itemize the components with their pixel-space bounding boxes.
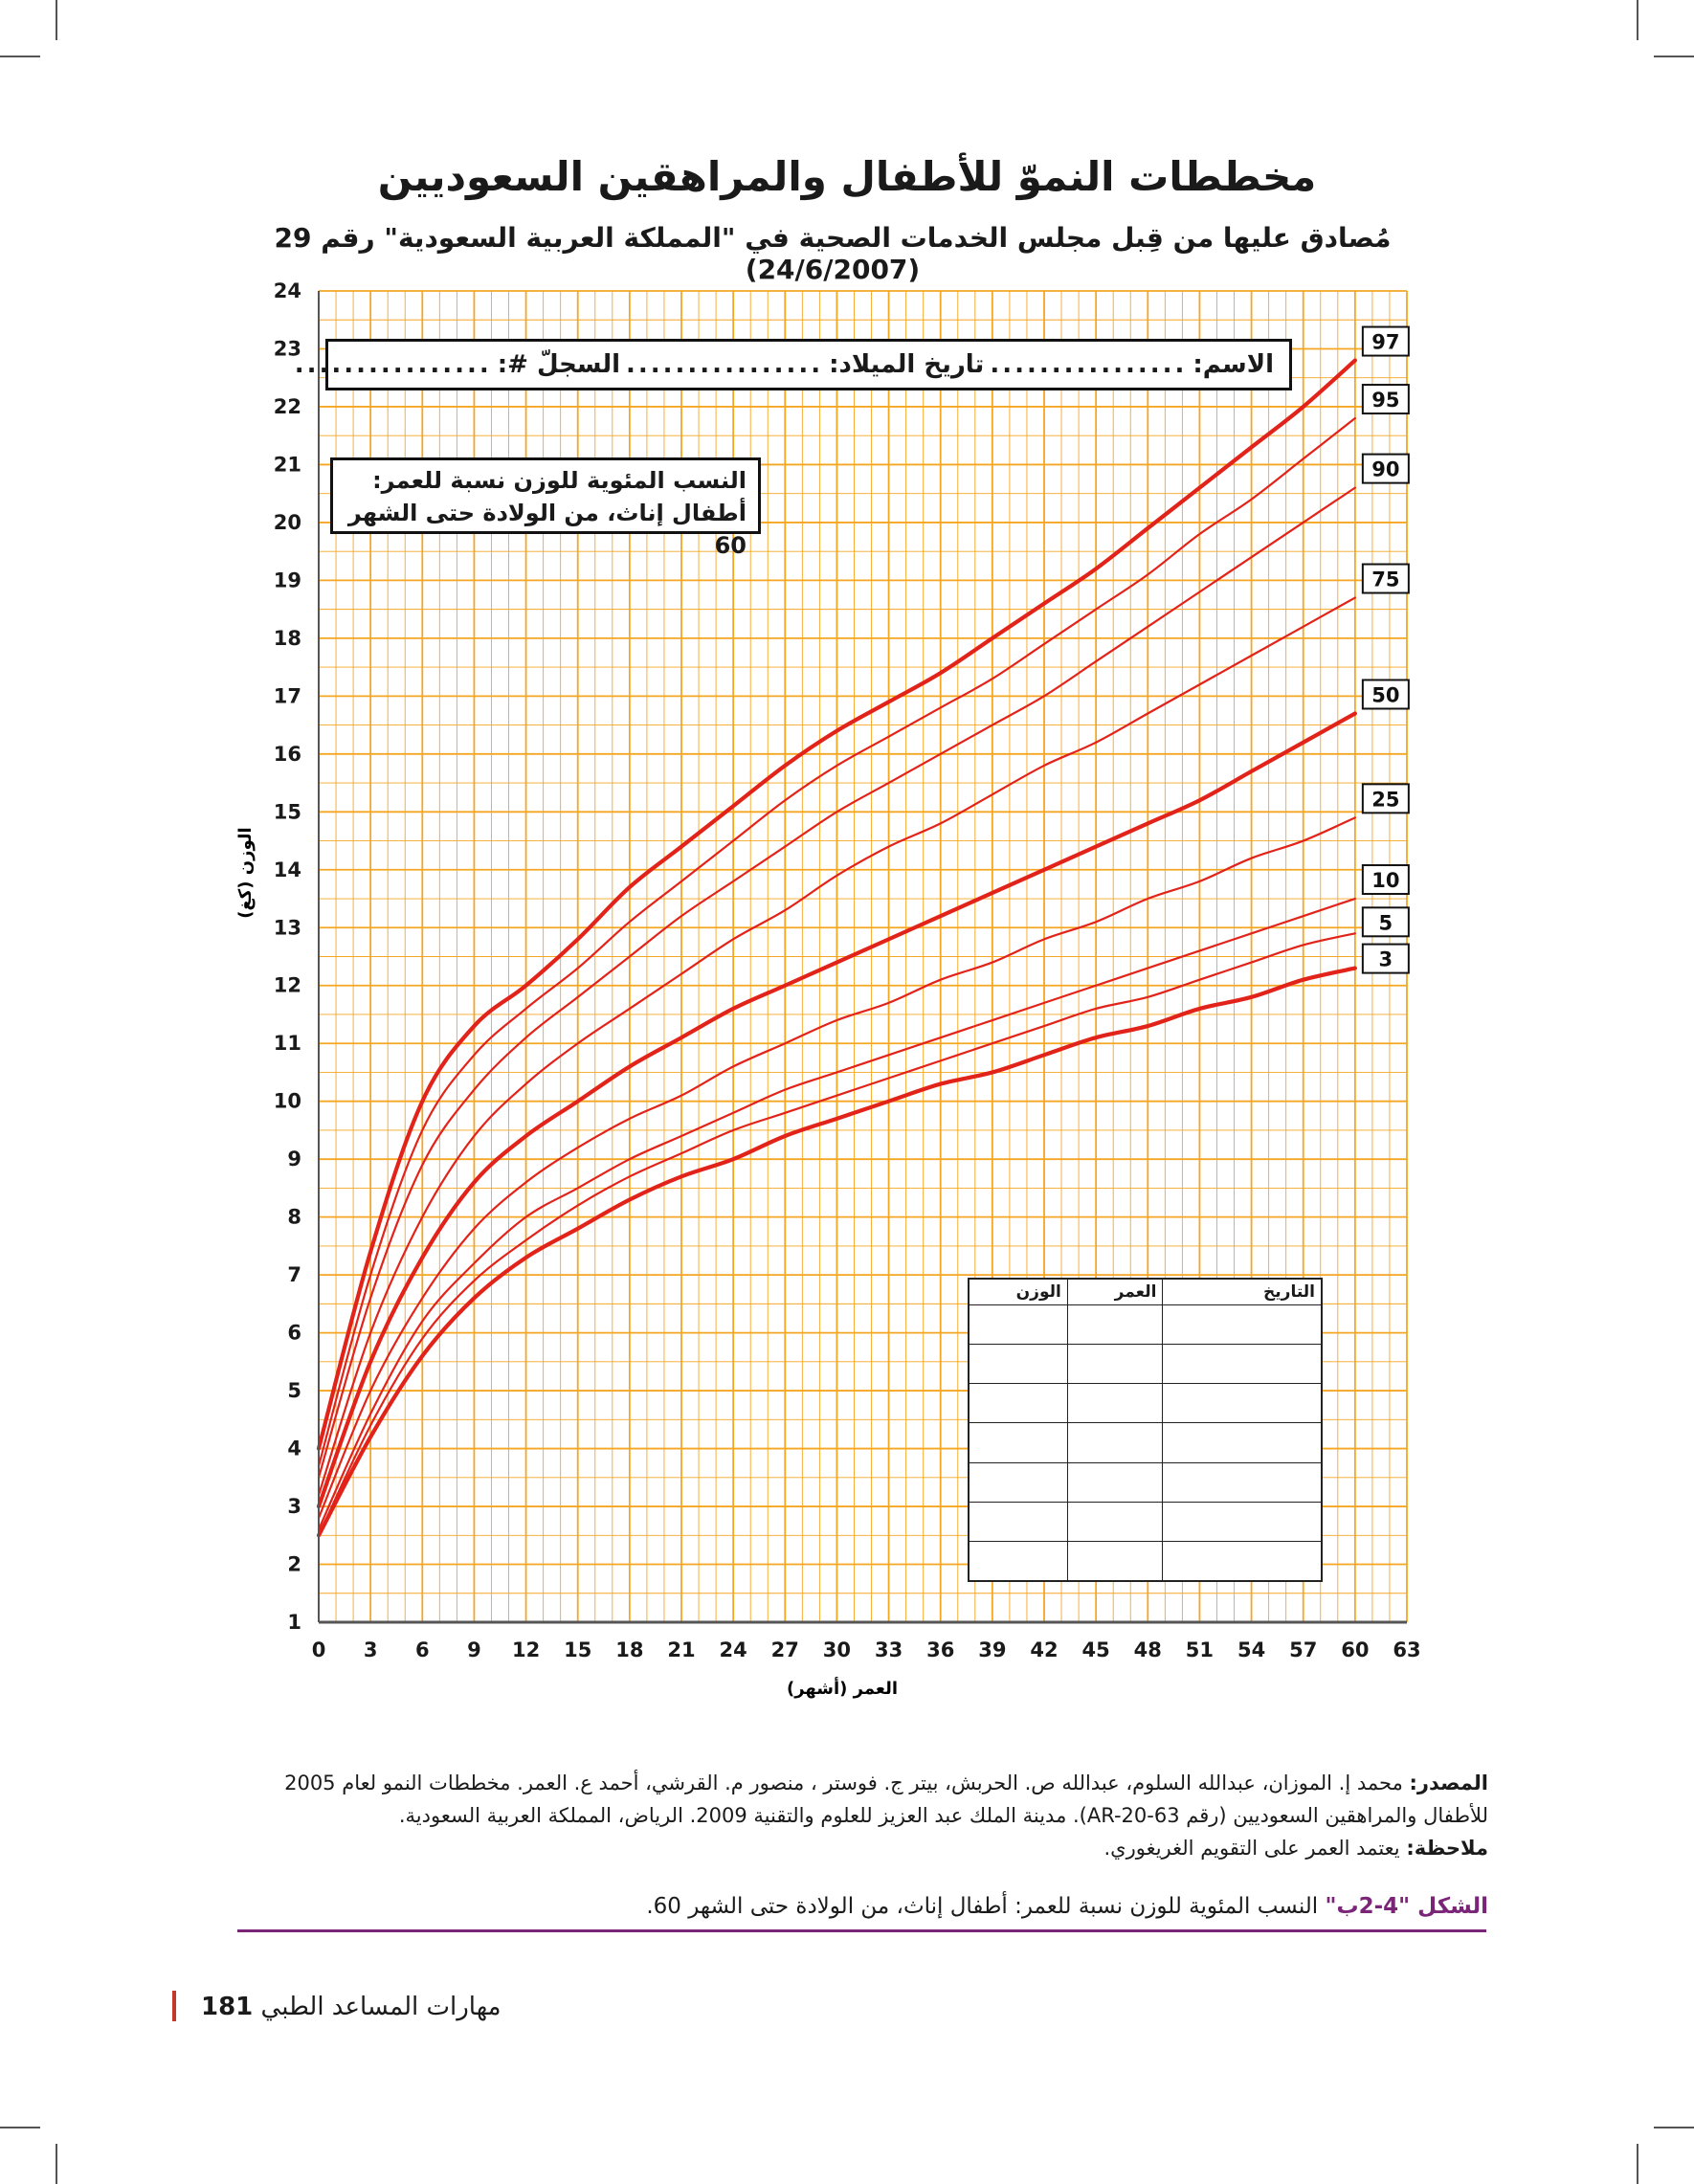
table-header-age: العمر <box>1067 1279 1163 1305</box>
book-title: مهارات المساعد الطبي <box>260 1993 502 2021</box>
remark-note <box>239 1832 1488 1864</box>
patient-info-box <box>294 339 1292 390</box>
x-tick-label: 6 <box>414 1638 430 1661</box>
x-tick-label: 21 <box>667 1638 696 1661</box>
x-tick-label: 45 <box>1081 1638 1110 1661</box>
page-footer <box>201 1993 502 2021</box>
y-tick-label: 14 <box>273 858 301 881</box>
table-cell[interactable] <box>1163 1423 1322 1462</box>
y-tick-label: 22 <box>273 394 301 418</box>
crop-mark <box>1654 2127 1694 2128</box>
x-tick-label: 3 <box>363 1638 378 1661</box>
dob-label: تاريخ الميلاد: <box>829 350 985 379</box>
table-cell[interactable] <box>1067 1423 1163 1462</box>
x-tick-label: 36 <box>926 1638 955 1661</box>
name-label: الاسم: <box>1192 350 1274 379</box>
table-cell[interactable] <box>1067 1541 1163 1581</box>
x-tick-label: 33 <box>874 1638 903 1661</box>
x-tick-label: 12 <box>511 1638 541 1661</box>
x-tick-label: 27 <box>770 1638 799 1661</box>
page-number: 181 <box>201 1993 254 2021</box>
y-tick-label: 3 <box>287 1495 301 1519</box>
percentile-label: 90 <box>1371 457 1400 481</box>
dob-field[interactable]: ................ <box>626 350 824 379</box>
measurement-table <box>968 1278 1323 1582</box>
y-tick-label: 21 <box>273 453 301 477</box>
y-tick-label: 8 <box>287 1205 301 1229</box>
table-cell[interactable] <box>1067 1502 1163 1541</box>
chart-legend-box <box>330 457 761 559</box>
table-row <box>969 1502 1322 1541</box>
table-row <box>969 1345 1322 1384</box>
page-title: مخططات النموّ للأطفال والمراهقين السعوديين <box>377 153 1317 200</box>
x-tick-label: 24 <box>719 1638 747 1661</box>
table-cell[interactable] <box>1067 1384 1163 1423</box>
record-field[interactable]: ................ <box>294 350 492 379</box>
y-tick-label: 11 <box>273 1032 301 1056</box>
x-tick-label: 30 <box>822 1638 852 1661</box>
record-label: السجلّ #: <box>497 350 621 379</box>
table-cell[interactable] <box>969 1502 1067 1541</box>
y-tick-label: 5 <box>287 1379 301 1403</box>
table-row <box>969 1305 1322 1345</box>
table-cell[interactable] <box>1067 1462 1163 1502</box>
table-cell[interactable] <box>969 1305 1067 1345</box>
note-label: ملاحظة: <box>1406 1837 1488 1860</box>
table-row <box>969 1462 1322 1502</box>
x-tick-label: 54 <box>1237 1638 1266 1661</box>
y-tick-label: 1 <box>287 1611 301 1634</box>
y-tick-label: 4 <box>287 1437 301 1460</box>
percentile-label: 5 <box>1378 911 1393 935</box>
y-tick-label: 15 <box>273 800 301 824</box>
y-tick-label: 10 <box>273 1089 301 1113</box>
y-tick-label: 20 <box>273 510 301 534</box>
x-tick-label: 9 <box>467 1638 481 1661</box>
percentile-label: 95 <box>1371 389 1400 412</box>
table-header-date: التاريخ <box>1163 1279 1322 1305</box>
table-cell[interactable] <box>1163 1502 1322 1541</box>
x-tick-label: 51 <box>1185 1638 1215 1661</box>
table-cell[interactable] <box>1067 1305 1163 1345</box>
table-cell[interactable] <box>969 1541 1067 1581</box>
caption-text: النسب المئوية للوزن نسبة للعمر: أطفال إناث، من الولادة حتى الشهر 60. <box>646 1894 1319 1919</box>
legend-line-1: النسب المئوية للوزن نسبة للعمر: <box>372 467 747 494</box>
x-tick-label: 48 <box>1133 1638 1162 1661</box>
x-tick-label: 60 <box>1341 1638 1370 1661</box>
x-tick-label: 63 <box>1393 1638 1421 1661</box>
percentile-label: 10 <box>1371 869 1400 893</box>
y-tick-label: 2 <box>287 1552 301 1576</box>
y-tick-label: 9 <box>287 1148 301 1171</box>
x-tick-label: 39 <box>978 1638 1007 1661</box>
y-tick-label: 18 <box>273 626 301 650</box>
crop-mark <box>56 2144 57 2184</box>
table-row <box>969 1384 1322 1423</box>
table-cell[interactable] <box>1163 1345 1322 1384</box>
table-cell[interactable] <box>1163 1305 1322 1345</box>
x-tick-label: 0 <box>311 1638 326 1661</box>
table-cell[interactable] <box>1163 1541 1322 1581</box>
name-field[interactable]: ................ <box>990 350 1188 379</box>
y-tick-label: 17 <box>273 684 301 708</box>
legend-line-2: أطفال إناث، من الولادة حتى الشهر 60 <box>347 500 747 559</box>
y-tick-label: 23 <box>273 337 301 361</box>
table-cell[interactable] <box>969 1423 1067 1462</box>
y-tick-label: 7 <box>287 1263 301 1287</box>
x-tick-label: 57 <box>1289 1638 1318 1661</box>
crop-mark <box>1637 2144 1638 2184</box>
caption-divider <box>237 1929 1486 1932</box>
source-text: محمد إ. الموزان، عبدالله السلوم، عبدالله ص. الحربش، بيتر ج. فوستر ، منصور م. القرشي، أحمد ع. العمر. مخططات النمو لعام 2005 للأطفال والمراهقين السعوديين (رقم AR-20-63). مدينة الملك عبد العزيز للعلوم والتقنية 2009. الرياض، المملكة العربية السعودية. <box>284 1772 1488 1827</box>
y-axis-title: الوزن (كغ) <box>235 827 256 919</box>
table-cell[interactable] <box>1163 1462 1322 1502</box>
source-label: المصدر: <box>1409 1772 1488 1794</box>
x-tick-label: 18 <box>615 1638 644 1661</box>
table-cell[interactable] <box>969 1384 1067 1423</box>
note-text: يعتمد العمر على التقويم الغريغوري. <box>1103 1837 1400 1860</box>
figure-caption <box>239 1890 1488 1923</box>
y-tick-label: 24 <box>273 279 301 302</box>
table-cell[interactable] <box>969 1462 1067 1502</box>
y-tick-label: 13 <box>273 916 301 940</box>
y-tick-label: 19 <box>273 568 301 592</box>
table-cell[interactable] <box>1067 1345 1163 1384</box>
table-row <box>969 1541 1322 1581</box>
page-subtitle: مُصادق عليها من قِبل مجلس الخدمات الصحية في "المملكة العربية السعودية" رقم 29 (24/6/2007) <box>274 222 1392 285</box>
source-footer <box>239 1767 1488 1864</box>
caption-label: الشكل "4-2ب" <box>1325 1894 1488 1919</box>
x-tick-label: 15 <box>564 1638 592 1661</box>
percentile-label: 97 <box>1371 330 1400 354</box>
percentile-label: 50 <box>1371 683 1400 707</box>
table-cell[interactable] <box>1163 1384 1322 1423</box>
y-tick-label: 16 <box>273 742 301 766</box>
percentile-label: 25 <box>1371 788 1400 812</box>
source-note <box>239 1767 1488 1832</box>
crop-mark <box>0 2127 40 2128</box>
y-tick-label: 12 <box>273 973 301 997</box>
percentile-label: 75 <box>1371 568 1400 591</box>
table-cell[interactable] <box>969 1345 1067 1384</box>
x-axis-title: العمر (أشهر) <box>786 1679 899 1699</box>
x-tick-label: 42 <box>1030 1638 1059 1661</box>
table-header-weight: الوزن <box>969 1279 1067 1305</box>
page-footer-bar <box>172 1991 176 2021</box>
percentile-label: 3 <box>1378 947 1393 971</box>
table-row <box>969 1423 1322 1462</box>
y-tick-label: 6 <box>287 1321 301 1345</box>
